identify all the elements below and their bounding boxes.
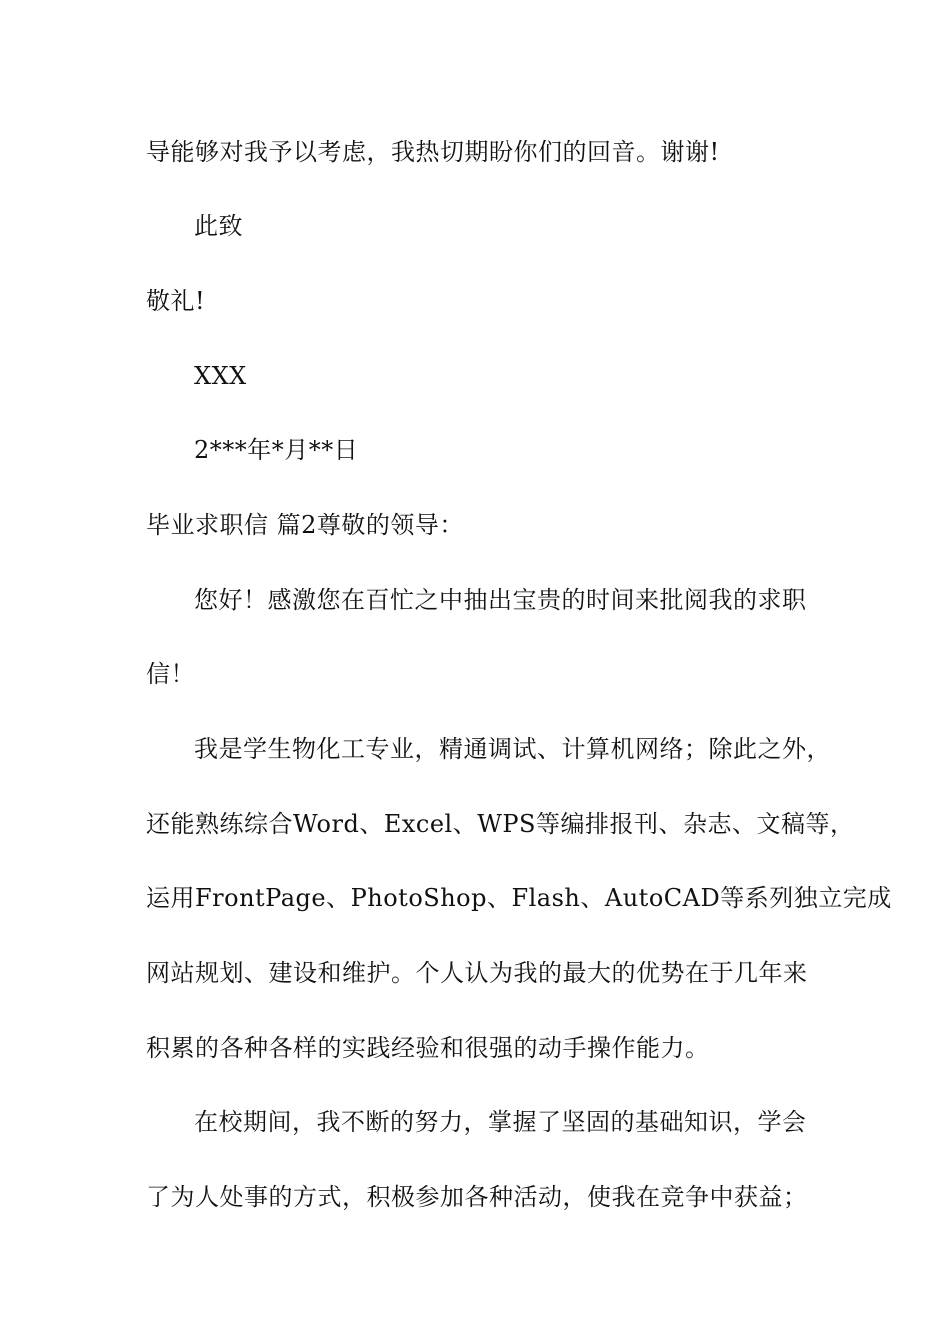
paragraph-line: 导能够对我予以考虑，我热切期盼你们的回音。谢谢!: [146, 138, 720, 166]
paragraph-line: 我是学生物化工专业，精通调试、计算机网络；除此之外，: [194, 735, 831, 763]
paragraph-line: 运用FrontPage、PhotoShop、Flash、AutoCAD等系列独立完成: [146, 884, 892, 912]
closing-line: 此致: [194, 212, 243, 240]
paragraph-line: 您好！感激您在百忙之中抽出宝贵的时间来批阅我的求职: [194, 586, 807, 614]
paragraph-line: 网站规划、建设和维护。个人认为我的最大的优势在于几年来: [146, 959, 808, 987]
signature-name: XXX: [194, 362, 247, 390]
paragraph-line: 在校期间，我不断的努力，掌握了坚固的基础知识，学会: [194, 1108, 807, 1136]
signature-date: 2***年*月**日: [194, 436, 359, 464]
paragraph-line: 了为人处事的方式，积极参加各种活动，使我在竞争中获益；: [146, 1183, 808, 1211]
paragraph-line: 积累的各种各样的实践经验和很强的动手操作能力。: [146, 1034, 710, 1062]
paragraph-line: 还能熟练综合Word、Excel、WPS等编排报刊、杂志、文稿等，: [146, 810, 855, 838]
paragraph-line: 信！: [146, 660, 195, 688]
salutation-line: 敬礼!: [146, 287, 206, 315]
section-heading: 毕业求职信 篇2尊敬的领导：: [146, 511, 464, 539]
